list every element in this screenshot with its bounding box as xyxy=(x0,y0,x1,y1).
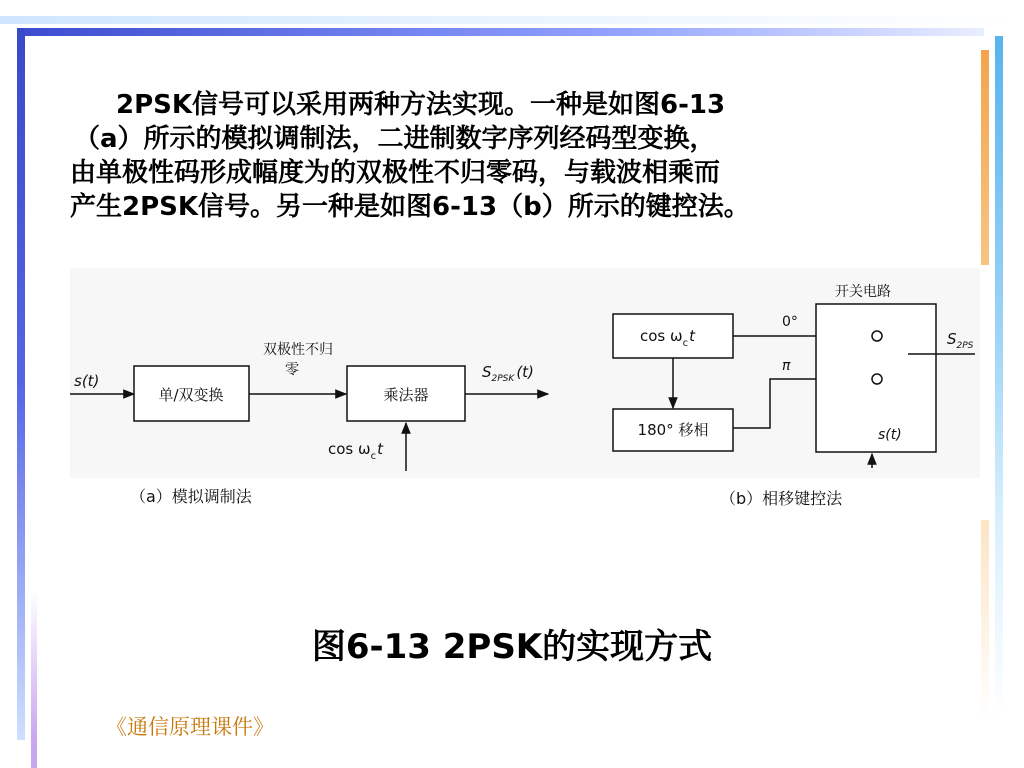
decorative-right-bar-orange xyxy=(981,50,989,265)
carrier-label: $\cos \omega_ct$ xyxy=(328,440,383,462)
angle-pi-label: π xyxy=(782,358,791,374)
figure-caption: 图6-13 2PSK的实现方式 xyxy=(311,627,713,667)
decorative-top-bar-blue xyxy=(24,28,984,36)
bipolar-nrz-label-line2: 零 xyxy=(285,362,299,378)
decorative-top-bar-light xyxy=(0,16,1024,24)
control-signal-label: s(t) xyxy=(878,427,902,443)
decorative-right-bar-blue xyxy=(995,36,1003,520)
output-label-b: $S_{2PS}$ xyxy=(947,330,974,351)
switch-contact-zero xyxy=(872,331,882,341)
bipolar-nrz-label-line1: 双极性不归 xyxy=(263,342,333,358)
diagram-b-caption: （b）相移键控法 xyxy=(720,489,843,508)
paragraph-line: （a）所示的模拟调制法，二进制数字序列经码型变换， xyxy=(74,124,716,154)
output-signal-label: $S_{2PSK}$ (t) xyxy=(482,363,534,384)
oscillator-label: $\cos \omega_ct$ xyxy=(640,327,695,349)
course-footer: 《通信原理课件》 xyxy=(106,715,274,739)
angle-zero-label: 0° xyxy=(782,314,798,330)
switch-contact-pi xyxy=(872,374,882,384)
paragraph-line: 2PSK信号可以采用两种方法实现。一种是如图6-13 xyxy=(116,90,726,120)
paragraph-line: 由单极性码形成幅度为的双极性不归零码，与载波相乘而 xyxy=(70,158,721,188)
body-paragraph xyxy=(70,88,950,224)
block-diagram-svg xyxy=(70,268,980,528)
decorative-left-bar-violet xyxy=(31,740,37,768)
input-signal-label: s(t) xyxy=(74,372,100,390)
paragraph-line: 产生2PSK信号。另一种是如图6-13（b）所示的键控法。 xyxy=(70,192,750,222)
switch-title: 开关电路 xyxy=(835,284,891,300)
diagram-a-caption: （a）模拟调制法 xyxy=(130,487,252,506)
converter-label: 单/双变换 xyxy=(158,386,224,404)
figure-6-13 xyxy=(70,268,980,528)
multiplier-label: 乘法器 xyxy=(383,386,429,404)
phase-shift-label: 180° 移相 xyxy=(637,421,709,439)
